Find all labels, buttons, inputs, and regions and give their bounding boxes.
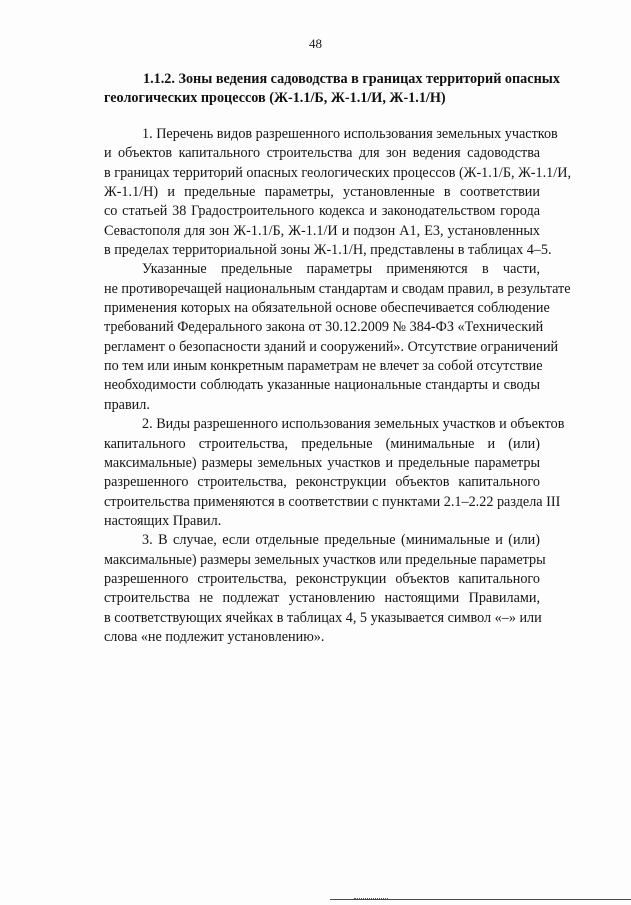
paragraph-line: и объектов капитального строительства для зон ведения садоводства — [104, 145, 540, 162]
paragraph-line: строительства не подлежат установлению настоящими Правилами, — [104, 590, 540, 607]
page-number: 48 — [309, 36, 322, 51]
paragraph-line: не противоречащей национальным стандартам и сводам правил, в результате — [104, 280, 571, 297]
paragraph-line: со статьей 38 Градостроительного кодекса и законодательством города — [104, 203, 540, 220]
paragraph-line: необходимости соблюдать указанные национальные стандарты и своды — [104, 377, 540, 394]
paragraph-3 — [104, 415, 565, 531]
paragraph-line: максимальные) размеры земельных участков и предельные параметры — [104, 454, 540, 471]
paragraph-line: разрешенного строительства, реконструкции объектов капитального — [104, 570, 540, 587]
paragraph-line: регламент о безопасности зданий и сооружений». Отсутствие ограничений — [104, 338, 559, 355]
paragraph-line: слова «не подлежит установлению». — [104, 628, 325, 645]
paragraph-line: по тем или иным конкретным параметрам не влечет за собой отсутствие — [104, 358, 543, 375]
paragraph-line: Указанные предельные параметры применяются в части, — [142, 261, 540, 278]
paragraph-line: настоящих Правил. — [104, 512, 222, 529]
paragraph-line: строительства применяются в соответствии с пунктами 2.1–2.22 раздела III — [104, 493, 561, 510]
paragraph-line: правил. — [104, 396, 150, 413]
paragraph-1 — [104, 125, 571, 260]
paragraph-line: разрешенного строительства, реконструкции объектов капитального — [104, 474, 540, 491]
paragraph-4 — [104, 531, 546, 647]
scan-artifact-line — [330, 899, 631, 900]
section-heading-line-1: 1.1.2. Зоны ведения садоводства в границах территорий опасных — [143, 71, 560, 87]
section-heading — [104, 70, 560, 108]
paragraph-line: Севастополя для зон Ж-1.1/Б, Ж-1.1/И и подзон А1, Е3, установленных — [104, 222, 540, 239]
paragraph-line: в границах территорий опасных геологических процессов (Ж-1.1/Б, Ж-1.1/И, — [104, 164, 571, 181]
paragraph-line: капитального строительства, предельные (минимальные и (или) — [104, 435, 540, 452]
paragraph-line: 2. Виды разрешенного использования земельных участков и объектов — [142, 416, 565, 433]
paragraph-line: в пределах территориальной зоны Ж-1.1/Н, представлены в таблицах 4–5. — [104, 242, 552, 259]
paragraph-line: в соответствующих ячейках в таблицах 4, 5 указывается символ «–» или — [104, 609, 542, 626]
paragraph-line: максимальные) размеры земельных участков или предельные параметры — [104, 551, 546, 568]
paragraph-line: требований Федерального закона от 30.12.2009 № 384-ФЗ «Технический — [104, 319, 544, 336]
paragraph-line: 3. В случае, если отдельные предельные (минимальные и (или) — [142, 532, 540, 549]
paragraph-line: применения которых на обязательной основе обеспечивается соблюдение — [104, 300, 550, 317]
paragraph-line: 1. Перечень видов разрешенного использования земельных участков — [142, 126, 558, 142]
paragraph-line: Ж-1.1/Н) и предельные параметры, установленные в соответствии — [104, 184, 540, 201]
section-heading-line-2: геологических процессов (Ж-1.1/Б, Ж-1.1/И, Ж-1.1/Н) — [104, 90, 446, 106]
document-body — [104, 125, 571, 647]
paragraph-2 — [104, 260, 571, 415]
